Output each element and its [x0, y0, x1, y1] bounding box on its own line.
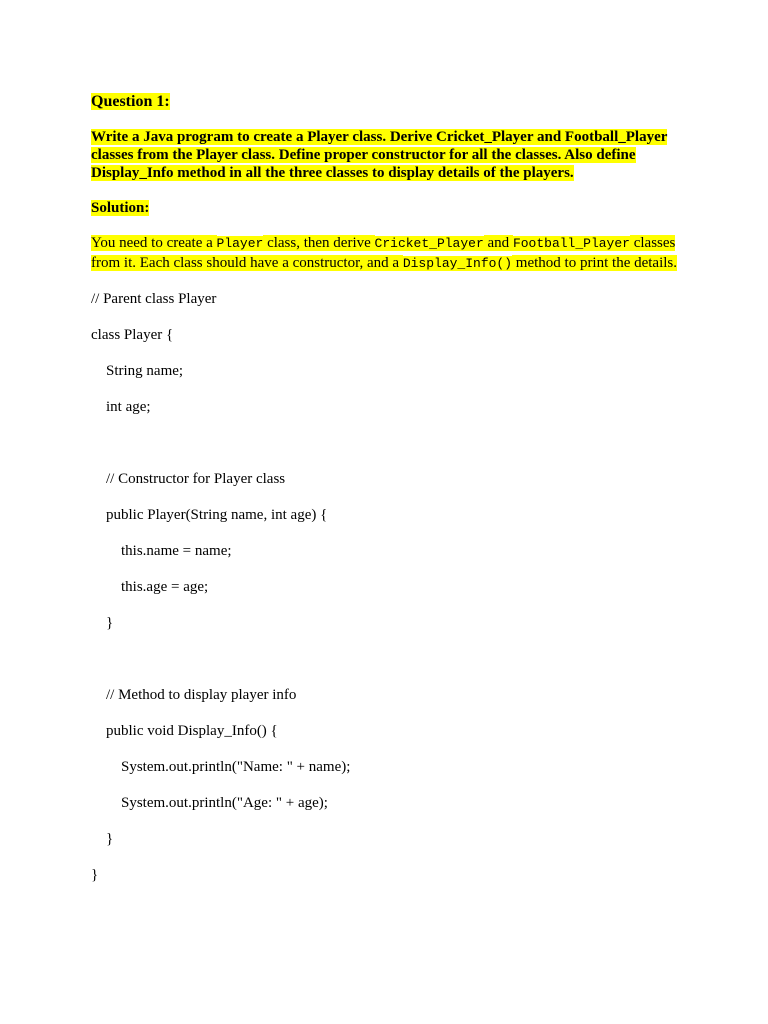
- intro-code-display-info: Display_Info(): [402, 255, 513, 271]
- code-line: public void Display_Info() {: [106, 723, 278, 739]
- intro-text-2: class, then derive: [263, 235, 375, 251]
- intro-code-football-player: Football_Player: [512, 236, 630, 251]
- question-heading: [91, 92, 691, 112]
- intro-code-player: Player: [216, 236, 264, 251]
- code-line: public Player(String name, int age) {: [106, 507, 328, 523]
- solution-heading-text: Solution:: [91, 200, 150, 216]
- question-heading-text: Question 1:: [91, 93, 170, 110]
- question-text: Write a Java program to create a Player class. Derive Cricket_Player and Football_Player classes from the Player class. Define proper constructor for all the classes. Also define Display_Info method in all the three classes to display details of the players.: [91, 129, 668, 181]
- code-line: // Method to display player info: [106, 687, 297, 703]
- code-line: this.age = age;: [121, 579, 209, 595]
- code-blank-line: [91, 434, 691, 452]
- intro-text-3: and: [483, 235, 513, 251]
- code-line: this.name = name;: [121, 543, 232, 559]
- intro-text-4: classes from it. Each class should have a constructor, and a: [91, 235, 676, 271]
- intro-text-5: method to print the details.: [512, 254, 678, 271]
- code-line: System.out.println("Age: " + age);: [121, 795, 328, 811]
- code-line: }: [91, 867, 99, 883]
- code-listing: [91, 290, 691, 884]
- code-line: // Constructor for Player class: [106, 471, 286, 487]
- code-line: int age;: [106, 399, 151, 415]
- code-line: // Parent class Player: [91, 291, 217, 307]
- solution-heading: [91, 199, 691, 217]
- question-text-paragraph: [91, 128, 691, 182]
- document-body: [91, 92, 691, 902]
- intro-code-cricket-player: Cricket_Player: [374, 236, 484, 251]
- intro-text-1: You need to create a: [91, 235, 217, 251]
- code-line: String name;: [106, 363, 184, 379]
- code-blank-line: [91, 650, 691, 668]
- code-line: System.out.println("Name: " + name);: [121, 759, 351, 775]
- code-line: }: [106, 831, 114, 847]
- code-line: class Player {: [91, 327, 174, 343]
- code-line: }: [106, 615, 114, 631]
- solution-intro-paragraph: [91, 234, 691, 273]
